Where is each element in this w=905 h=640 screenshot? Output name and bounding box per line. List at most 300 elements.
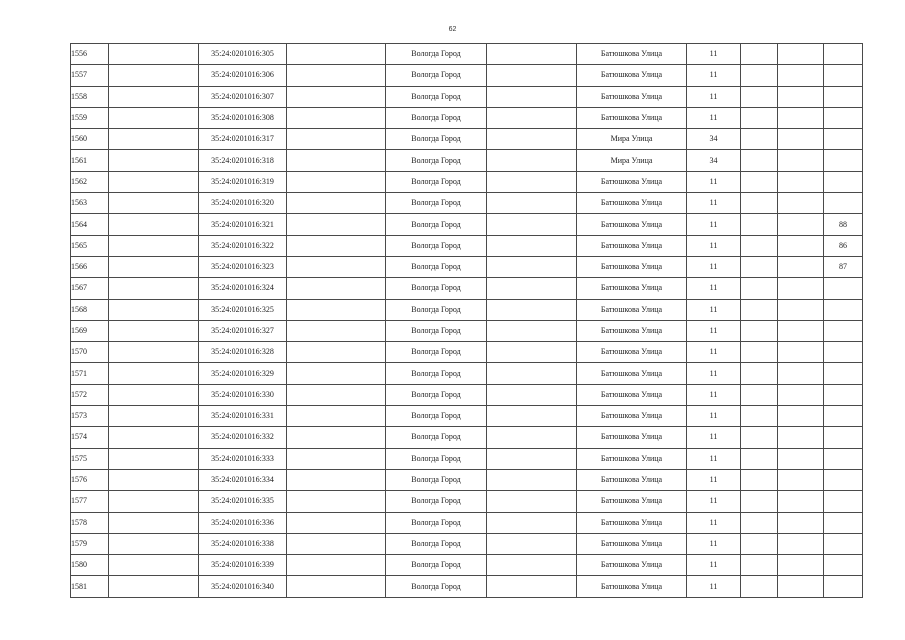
cell-number: 1561 (71, 150, 109, 171)
cell-empty (741, 278, 778, 299)
cell-cadastral-number: 35:24:0201016:320 (199, 193, 287, 214)
cell-house: 11 (687, 107, 741, 128)
cell-cadastral-number: 35:24:0201016:317 (199, 129, 287, 150)
cell-empty (778, 86, 824, 107)
cell-empty (778, 214, 824, 235)
cell-apartment (824, 533, 863, 554)
cell-apartment: 88 (824, 214, 863, 235)
cell-number: 1567 (71, 278, 109, 299)
cell-empty (487, 363, 577, 384)
table-row (71, 193, 863, 214)
table-row (71, 533, 863, 554)
cell-empty (741, 150, 778, 171)
cell-empty (778, 235, 824, 256)
cell-city: Вологда Город (386, 427, 487, 448)
cell-empty (487, 448, 577, 469)
cell-empty (287, 576, 386, 597)
table-row (71, 107, 863, 128)
cell-apartment (824, 107, 863, 128)
cell-empty (109, 193, 199, 214)
cell-apartment (824, 65, 863, 86)
cell-street: Батюшкова Улица (577, 65, 687, 86)
cell-street: Батюшкова Улица (577, 235, 687, 256)
cell-empty (741, 299, 778, 320)
cell-number: 1565 (71, 235, 109, 256)
cell-empty (487, 491, 577, 512)
cell-empty (287, 235, 386, 256)
cell-empty (778, 512, 824, 533)
cell-empty (778, 278, 824, 299)
cell-apartment (824, 406, 863, 427)
table-row (71, 214, 863, 235)
cell-empty (487, 406, 577, 427)
table-row (71, 278, 863, 299)
cell-cadastral-number: 35:24:0201016:330 (199, 384, 287, 405)
cell-empty (778, 342, 824, 363)
cell-house: 11 (687, 278, 741, 299)
cell-empty (741, 342, 778, 363)
cell-house: 34 (687, 129, 741, 150)
cell-apartment (824, 150, 863, 171)
cell-house: 11 (687, 384, 741, 405)
cell-empty (287, 448, 386, 469)
cell-city: Вологда Город (386, 555, 487, 576)
cell-street: Батюшкова Улица (577, 384, 687, 405)
cell-apartment (824, 278, 863, 299)
registry-rows (71, 44, 863, 598)
cell-house: 11 (687, 299, 741, 320)
cell-house: 11 (687, 193, 741, 214)
cell-empty (287, 256, 386, 277)
cell-empty (487, 555, 577, 576)
cell-empty (741, 193, 778, 214)
cell-house: 11 (687, 469, 741, 490)
cell-empty (287, 320, 386, 341)
cell-number: 1559 (71, 107, 109, 128)
cell-empty (741, 235, 778, 256)
cell-empty (287, 406, 386, 427)
cell-empty (287, 171, 386, 192)
table-row (71, 235, 863, 256)
table-row (71, 150, 863, 171)
cell-empty (109, 44, 199, 65)
cell-apartment (824, 363, 863, 384)
cell-empty (778, 256, 824, 277)
cell-empty (287, 193, 386, 214)
cell-empty (778, 469, 824, 490)
cell-empty (741, 256, 778, 277)
cell-house: 11 (687, 44, 741, 65)
cell-cadastral-number: 35:24:0201016:336 (199, 512, 287, 533)
cell-street: Батюшкова Улица (577, 448, 687, 469)
cell-empty (487, 427, 577, 448)
cell-empty (741, 65, 778, 86)
cell-number: 1558 (71, 86, 109, 107)
cell-city: Вологда Город (386, 448, 487, 469)
cell-street: Батюшкова Улица (577, 299, 687, 320)
cell-empty (109, 65, 199, 86)
table-row (71, 44, 863, 65)
page-number: 62 (448, 26, 457, 33)
cell-empty (109, 214, 199, 235)
cell-empty (487, 129, 577, 150)
cell-number: 1572 (71, 384, 109, 405)
cell-empty (287, 469, 386, 490)
cell-empty (778, 576, 824, 597)
cell-empty (287, 299, 386, 320)
table-row (71, 256, 863, 277)
cell-street: Батюшкова Улица (577, 256, 687, 277)
cell-empty (778, 193, 824, 214)
cell-number: 1580 (71, 555, 109, 576)
table-row (71, 406, 863, 427)
cell-street: Батюшкова Улица (577, 406, 687, 427)
cell-city: Вологда Город (386, 129, 487, 150)
cell-empty (778, 533, 824, 554)
cell-empty (287, 342, 386, 363)
cell-empty (109, 533, 199, 554)
cell-street: Батюшкова Улица (577, 512, 687, 533)
cell-empty (287, 555, 386, 576)
cell-empty (109, 171, 199, 192)
cell-street: Батюшкова Улица (577, 107, 687, 128)
cell-city: Вологда Город (386, 171, 487, 192)
cell-apartment (824, 86, 863, 107)
cell-number: 1576 (71, 469, 109, 490)
cell-street: Батюшкова Улица (577, 555, 687, 576)
cell-empty (778, 44, 824, 65)
cell-cadastral-number: 35:24:0201016:327 (199, 320, 287, 341)
cell-street: Батюшкова Улица (577, 44, 687, 65)
cell-empty (741, 406, 778, 427)
cell-city: Вологда Город (386, 193, 487, 214)
cell-empty (741, 427, 778, 448)
cell-cadastral-number: 35:24:0201016:319 (199, 171, 287, 192)
cell-empty (487, 171, 577, 192)
cell-number: 1568 (71, 299, 109, 320)
cell-empty (778, 171, 824, 192)
cell-cadastral-number: 35:24:0201016:322 (199, 235, 287, 256)
cell-number: 1571 (71, 363, 109, 384)
cell-empty (109, 235, 199, 256)
table-row (71, 342, 863, 363)
cell-apartment (824, 342, 863, 363)
cell-apartment (824, 129, 863, 150)
cell-empty (741, 44, 778, 65)
cell-empty (487, 65, 577, 86)
cell-number: 1560 (71, 129, 109, 150)
table-row (71, 469, 863, 490)
cell-empty (741, 107, 778, 128)
cell-empty (778, 384, 824, 405)
cell-number: 1564 (71, 214, 109, 235)
cell-empty (487, 86, 577, 107)
cell-house: 11 (687, 491, 741, 512)
cell-apartment (824, 193, 863, 214)
cell-cadastral-number: 35:24:0201016:331 (199, 406, 287, 427)
cell-empty (741, 214, 778, 235)
table-row (71, 299, 863, 320)
cell-apartment (824, 512, 863, 533)
cell-empty (487, 299, 577, 320)
cell-empty (287, 86, 386, 107)
cell-number: 1581 (71, 576, 109, 597)
cell-empty (778, 555, 824, 576)
cell-cadastral-number: 35:24:0201016:338 (199, 533, 287, 554)
cell-house: 11 (687, 533, 741, 554)
cell-apartment: 86 (824, 235, 863, 256)
cell-empty (778, 65, 824, 86)
cell-number: 1578 (71, 512, 109, 533)
cell-street: Батюшкова Улица (577, 171, 687, 192)
cell-number: 1566 (71, 256, 109, 277)
cell-empty (778, 427, 824, 448)
cell-number: 1574 (71, 427, 109, 448)
cell-house: 11 (687, 256, 741, 277)
cell-empty (109, 363, 199, 384)
cell-empty (109, 129, 199, 150)
cell-apartment: 87 (824, 256, 863, 277)
cell-empty (778, 320, 824, 341)
cell-empty (287, 129, 386, 150)
cell-empty (287, 65, 386, 86)
cell-empty (109, 150, 199, 171)
cell-city: Вологда Город (386, 299, 487, 320)
cell-house: 11 (687, 86, 741, 107)
table-row (71, 427, 863, 448)
cell-street: Мира Улица (577, 129, 687, 150)
cell-city: Вологда Город (386, 278, 487, 299)
table-row (71, 448, 863, 469)
cell-empty (741, 576, 778, 597)
table-row (71, 86, 863, 107)
cell-house: 11 (687, 363, 741, 384)
cell-empty (778, 491, 824, 512)
cell-empty (487, 342, 577, 363)
cell-apartment (824, 427, 863, 448)
cell-house: 11 (687, 427, 741, 448)
cell-apartment (824, 576, 863, 597)
cell-empty (741, 384, 778, 405)
cell-city: Вологда Город (386, 235, 487, 256)
cell-empty (109, 469, 199, 490)
cell-cadastral-number: 35:24:0201016:335 (199, 491, 287, 512)
cell-apartment (824, 491, 863, 512)
cell-empty (487, 256, 577, 277)
cell-street: Батюшкова Улица (577, 342, 687, 363)
cell-empty (287, 491, 386, 512)
cell-street: Батюшкова Улица (577, 491, 687, 512)
cell-apartment (824, 555, 863, 576)
cell-street: Батюшкова Улица (577, 469, 687, 490)
cell-cadastral-number: 35:24:0201016:318 (199, 150, 287, 171)
cell-apartment (824, 320, 863, 341)
cell-street: Мира Улица (577, 150, 687, 171)
cell-number: 1563 (71, 193, 109, 214)
cell-empty (487, 512, 577, 533)
cell-street: Батюшкова Улица (577, 533, 687, 554)
cell-street: Батюшкова Улица (577, 427, 687, 448)
cell-empty (287, 533, 386, 554)
cell-empty (287, 363, 386, 384)
cell-house: 11 (687, 512, 741, 533)
cell-cadastral-number: 35:24:0201016:325 (199, 299, 287, 320)
cell-city: Вологда Город (386, 256, 487, 277)
cell-empty (287, 278, 386, 299)
cell-city: Вологда Город (386, 320, 487, 341)
cell-street: Батюшкова Улица (577, 214, 687, 235)
cell-city: Вологда Город (386, 150, 487, 171)
table-row (71, 512, 863, 533)
cell-empty (741, 555, 778, 576)
cell-empty (741, 320, 778, 341)
cell-empty (287, 107, 386, 128)
cell-empty (487, 107, 577, 128)
cell-house: 34 (687, 150, 741, 171)
cell-cadastral-number: 35:24:0201016:321 (199, 214, 287, 235)
cell-apartment (824, 171, 863, 192)
table-row (71, 363, 863, 384)
cell-empty (109, 555, 199, 576)
cell-empty (109, 342, 199, 363)
table-row (71, 320, 863, 341)
table-row (71, 65, 863, 86)
cell-empty (109, 384, 199, 405)
cell-street: Батюшкова Улица (577, 320, 687, 341)
cell-apartment (824, 44, 863, 65)
cell-house: 11 (687, 235, 741, 256)
cell-empty (741, 129, 778, 150)
cell-house: 11 (687, 214, 741, 235)
cell-house: 11 (687, 171, 741, 192)
cell-cadastral-number: 35:24:0201016:339 (199, 555, 287, 576)
cell-cadastral-number: 35:24:0201016:328 (199, 342, 287, 363)
cell-empty (287, 512, 386, 533)
cell-empty (487, 576, 577, 597)
table-row (71, 171, 863, 192)
registry-table (70, 43, 863, 598)
cell-empty (287, 384, 386, 405)
cell-number: 1556 (71, 44, 109, 65)
cell-cadastral-number: 35:24:0201016:324 (199, 278, 287, 299)
cell-empty (109, 86, 199, 107)
cell-apartment (824, 384, 863, 405)
cell-empty (109, 576, 199, 597)
cell-number: 1579 (71, 533, 109, 554)
cell-empty (487, 193, 577, 214)
cell-empty (487, 214, 577, 235)
cell-street: Батюшкова Улица (577, 86, 687, 107)
cell-empty (109, 256, 199, 277)
table-row (71, 384, 863, 405)
cell-city: Вологда Город (386, 533, 487, 554)
cell-empty (487, 44, 577, 65)
cell-number: 1569 (71, 320, 109, 341)
table-row (71, 576, 863, 597)
cell-empty (778, 363, 824, 384)
cell-empty (778, 150, 824, 171)
table-row (71, 555, 863, 576)
cell-empty (109, 107, 199, 128)
table-row (71, 491, 863, 512)
cell-cadastral-number: 35:24:0201016:329 (199, 363, 287, 384)
cell-house: 11 (687, 448, 741, 469)
cell-number: 1573 (71, 406, 109, 427)
cell-city: Вологда Город (386, 363, 487, 384)
cell-city: Вологда Город (386, 342, 487, 363)
cell-empty (487, 235, 577, 256)
cell-cadastral-number: 35:24:0201016:332 (199, 427, 287, 448)
cell-empty (778, 448, 824, 469)
cell-city: Вологда Город (386, 44, 487, 65)
cell-city: Вологда Город (386, 576, 487, 597)
cell-street: Батюшкова Улица (577, 363, 687, 384)
cell-empty (778, 299, 824, 320)
cell-city: Вологда Город (386, 406, 487, 427)
cell-city: Вологда Город (386, 86, 487, 107)
cell-empty (778, 107, 824, 128)
cell-empty (487, 278, 577, 299)
cell-cadastral-number: 35:24:0201016:307 (199, 86, 287, 107)
cell-cadastral-number: 35:24:0201016:308 (199, 107, 287, 128)
cell-empty (287, 44, 386, 65)
cell-cadastral-number: 35:24:0201016:340 (199, 576, 287, 597)
cell-house: 11 (687, 320, 741, 341)
cell-empty (109, 320, 199, 341)
cell-number: 1575 (71, 448, 109, 469)
cell-empty (741, 533, 778, 554)
cell-house: 11 (687, 555, 741, 576)
cell-number: 1562 (71, 171, 109, 192)
cell-number: 1577 (71, 491, 109, 512)
cell-empty (741, 363, 778, 384)
cell-empty (741, 512, 778, 533)
cell-empty (741, 491, 778, 512)
cell-empty (109, 278, 199, 299)
cell-empty (109, 299, 199, 320)
cell-cadastral-number: 35:24:0201016:334 (199, 469, 287, 490)
cell-empty (287, 150, 386, 171)
cell-empty (109, 512, 199, 533)
cell-apartment (824, 469, 863, 490)
cell-cadastral-number: 35:24:0201016:305 (199, 44, 287, 65)
cell-city: Вологда Город (386, 65, 487, 86)
cell-cadastral-number: 35:24:0201016:323 (199, 256, 287, 277)
cell-house: 11 (687, 406, 741, 427)
cell-street: Батюшкова Улица (577, 278, 687, 299)
cell-house: 11 (687, 65, 741, 86)
cell-city: Вологда Город (386, 491, 487, 512)
cell-empty (109, 406, 199, 427)
cell-empty (487, 150, 577, 171)
table-row (71, 129, 863, 150)
cell-empty (109, 491, 199, 512)
cell-street: Батюшкова Улица (577, 576, 687, 597)
cell-street: Батюшкова Улица (577, 193, 687, 214)
cell-empty (487, 320, 577, 341)
cell-empty (287, 214, 386, 235)
cell-city: Вологда Город (386, 469, 487, 490)
cell-empty (109, 427, 199, 448)
cell-cadastral-number: 35:24:0201016:306 (199, 65, 287, 86)
cell-apartment (824, 448, 863, 469)
cell-number: 1557 (71, 65, 109, 86)
cell-empty (778, 406, 824, 427)
cell-city: Вологда Город (386, 384, 487, 405)
cell-empty (487, 533, 577, 554)
cell-empty (287, 427, 386, 448)
cell-empty (741, 86, 778, 107)
